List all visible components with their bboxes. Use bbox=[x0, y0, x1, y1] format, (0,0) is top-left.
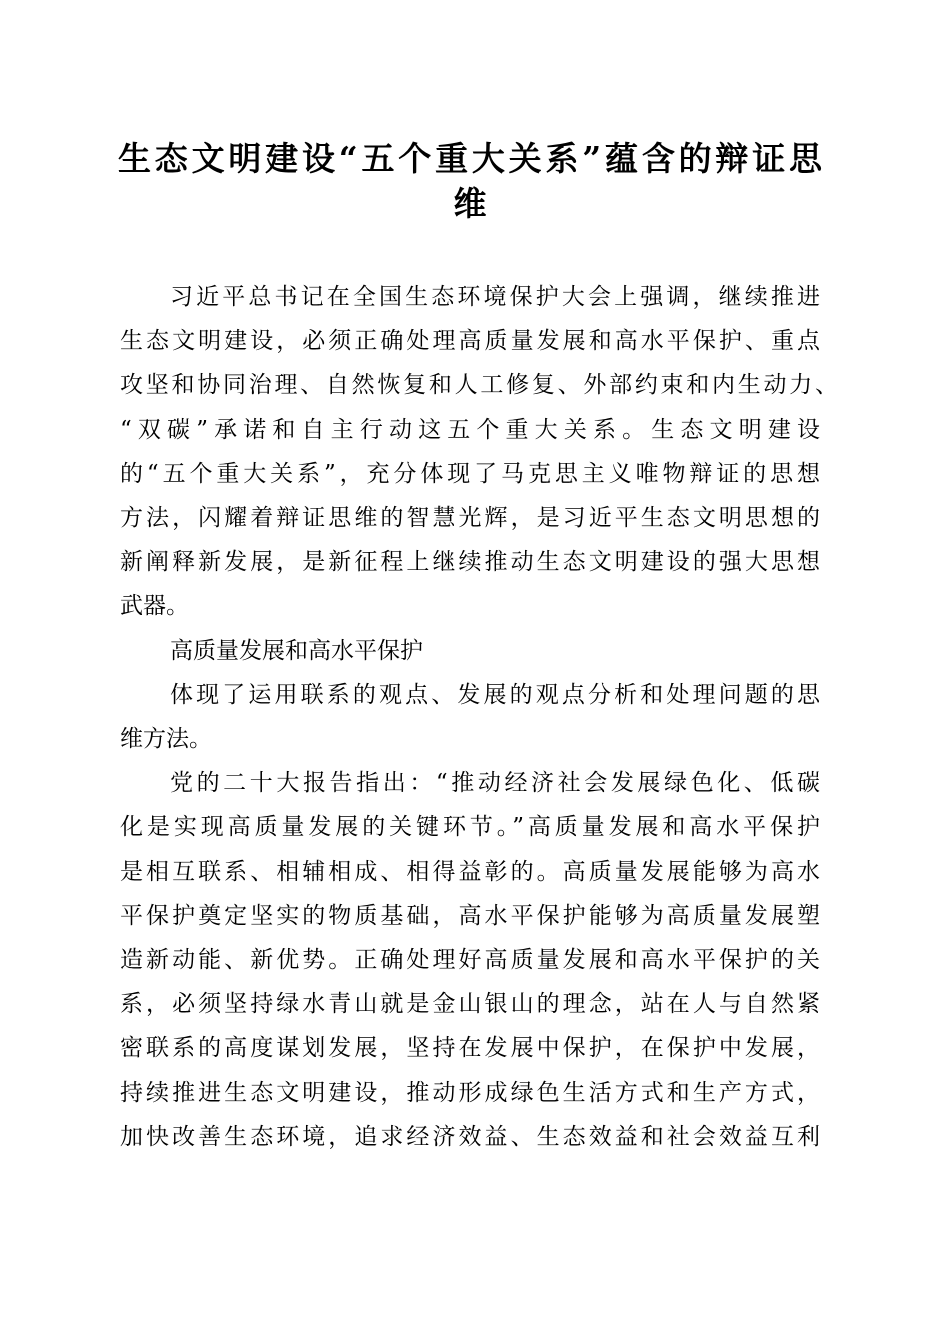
text-line: 生态文明建设，必须正确处理高质量发展和高水平保护、重点 bbox=[120, 328, 820, 355]
paragraph-intro bbox=[120, 275, 838, 629]
title-line: 维 bbox=[453, 184, 487, 223]
paragraph-report bbox=[120, 761, 820, 1159]
text-line: 体现了运用联系的观点、发展的观点分析和处理问题的思 bbox=[170, 681, 820, 708]
text-line: 习近平总书记在全国生态环境保护大会上强调，继续推进 bbox=[170, 284, 820, 310]
text-line: 系，必须坚持绿水青山就是金山银山的理念，站在人与自然紧 bbox=[120, 991, 820, 1018]
text-line: “双碳”承诺和自主行动这五个重大关系。生态文明建设 bbox=[120, 416, 820, 443]
text-line: 新阐释新发展，是新征程上继续推动生态文明建设的强大思想 bbox=[120, 549, 820, 576]
text-line: 加快改善生态环境，追求经济效益、生态效益和社会效益互利 bbox=[120, 1123, 820, 1150]
document-body bbox=[120, 275, 838, 1159]
text-line: 是相互联系、相辅相成、相得益彰的。高质量发展能够为高水 bbox=[120, 858, 820, 885]
text-line: 武器。 bbox=[120, 593, 189, 620]
text-line: 攻坚和协同治理、自然恢复和人工修复、外部约束和内生动力、 bbox=[120, 372, 838, 399]
text-line: 造新动能、新优势。正确处理好高质量发展和高水平保护的关 bbox=[120, 947, 820, 974]
paragraph-summary bbox=[120, 673, 820, 761]
text-line: 化是实现高质量发展的关键环节。”高质量发展和高水平保护 bbox=[120, 814, 820, 841]
text-line: 平保护奠定坚实的物质基础，高水平保护能够为高质量发展塑 bbox=[120, 902, 820, 929]
text-line: 持续推进生态文明建设，推动形成绿色生活方式和生产方式， bbox=[120, 1079, 820, 1106]
text-line: 的“五个重大关系”，充分体现了马克思主义唯物辩证的思想 bbox=[120, 460, 820, 487]
heading-line: 高质量发展和高水平保护 bbox=[170, 637, 423, 664]
text-line: 密联系的高度谋划发展，坚持在发展中保护，在保护中发展， bbox=[120, 1035, 820, 1062]
section-heading bbox=[120, 629, 820, 673]
text-line: 方法，闪耀着辩证思维的智慧光辉，是习近平生态文明思想的 bbox=[120, 505, 820, 532]
document-title bbox=[118, 136, 822, 226]
text-line: 维方法。 bbox=[120, 726, 212, 753]
text-line: 党的二十大报告指出：“推动经济社会发展绿色化、低碳 bbox=[170, 770, 820, 797]
title-line: 生态文明建设“五个重大关系”蕴含的辩证思 bbox=[118, 139, 822, 178]
